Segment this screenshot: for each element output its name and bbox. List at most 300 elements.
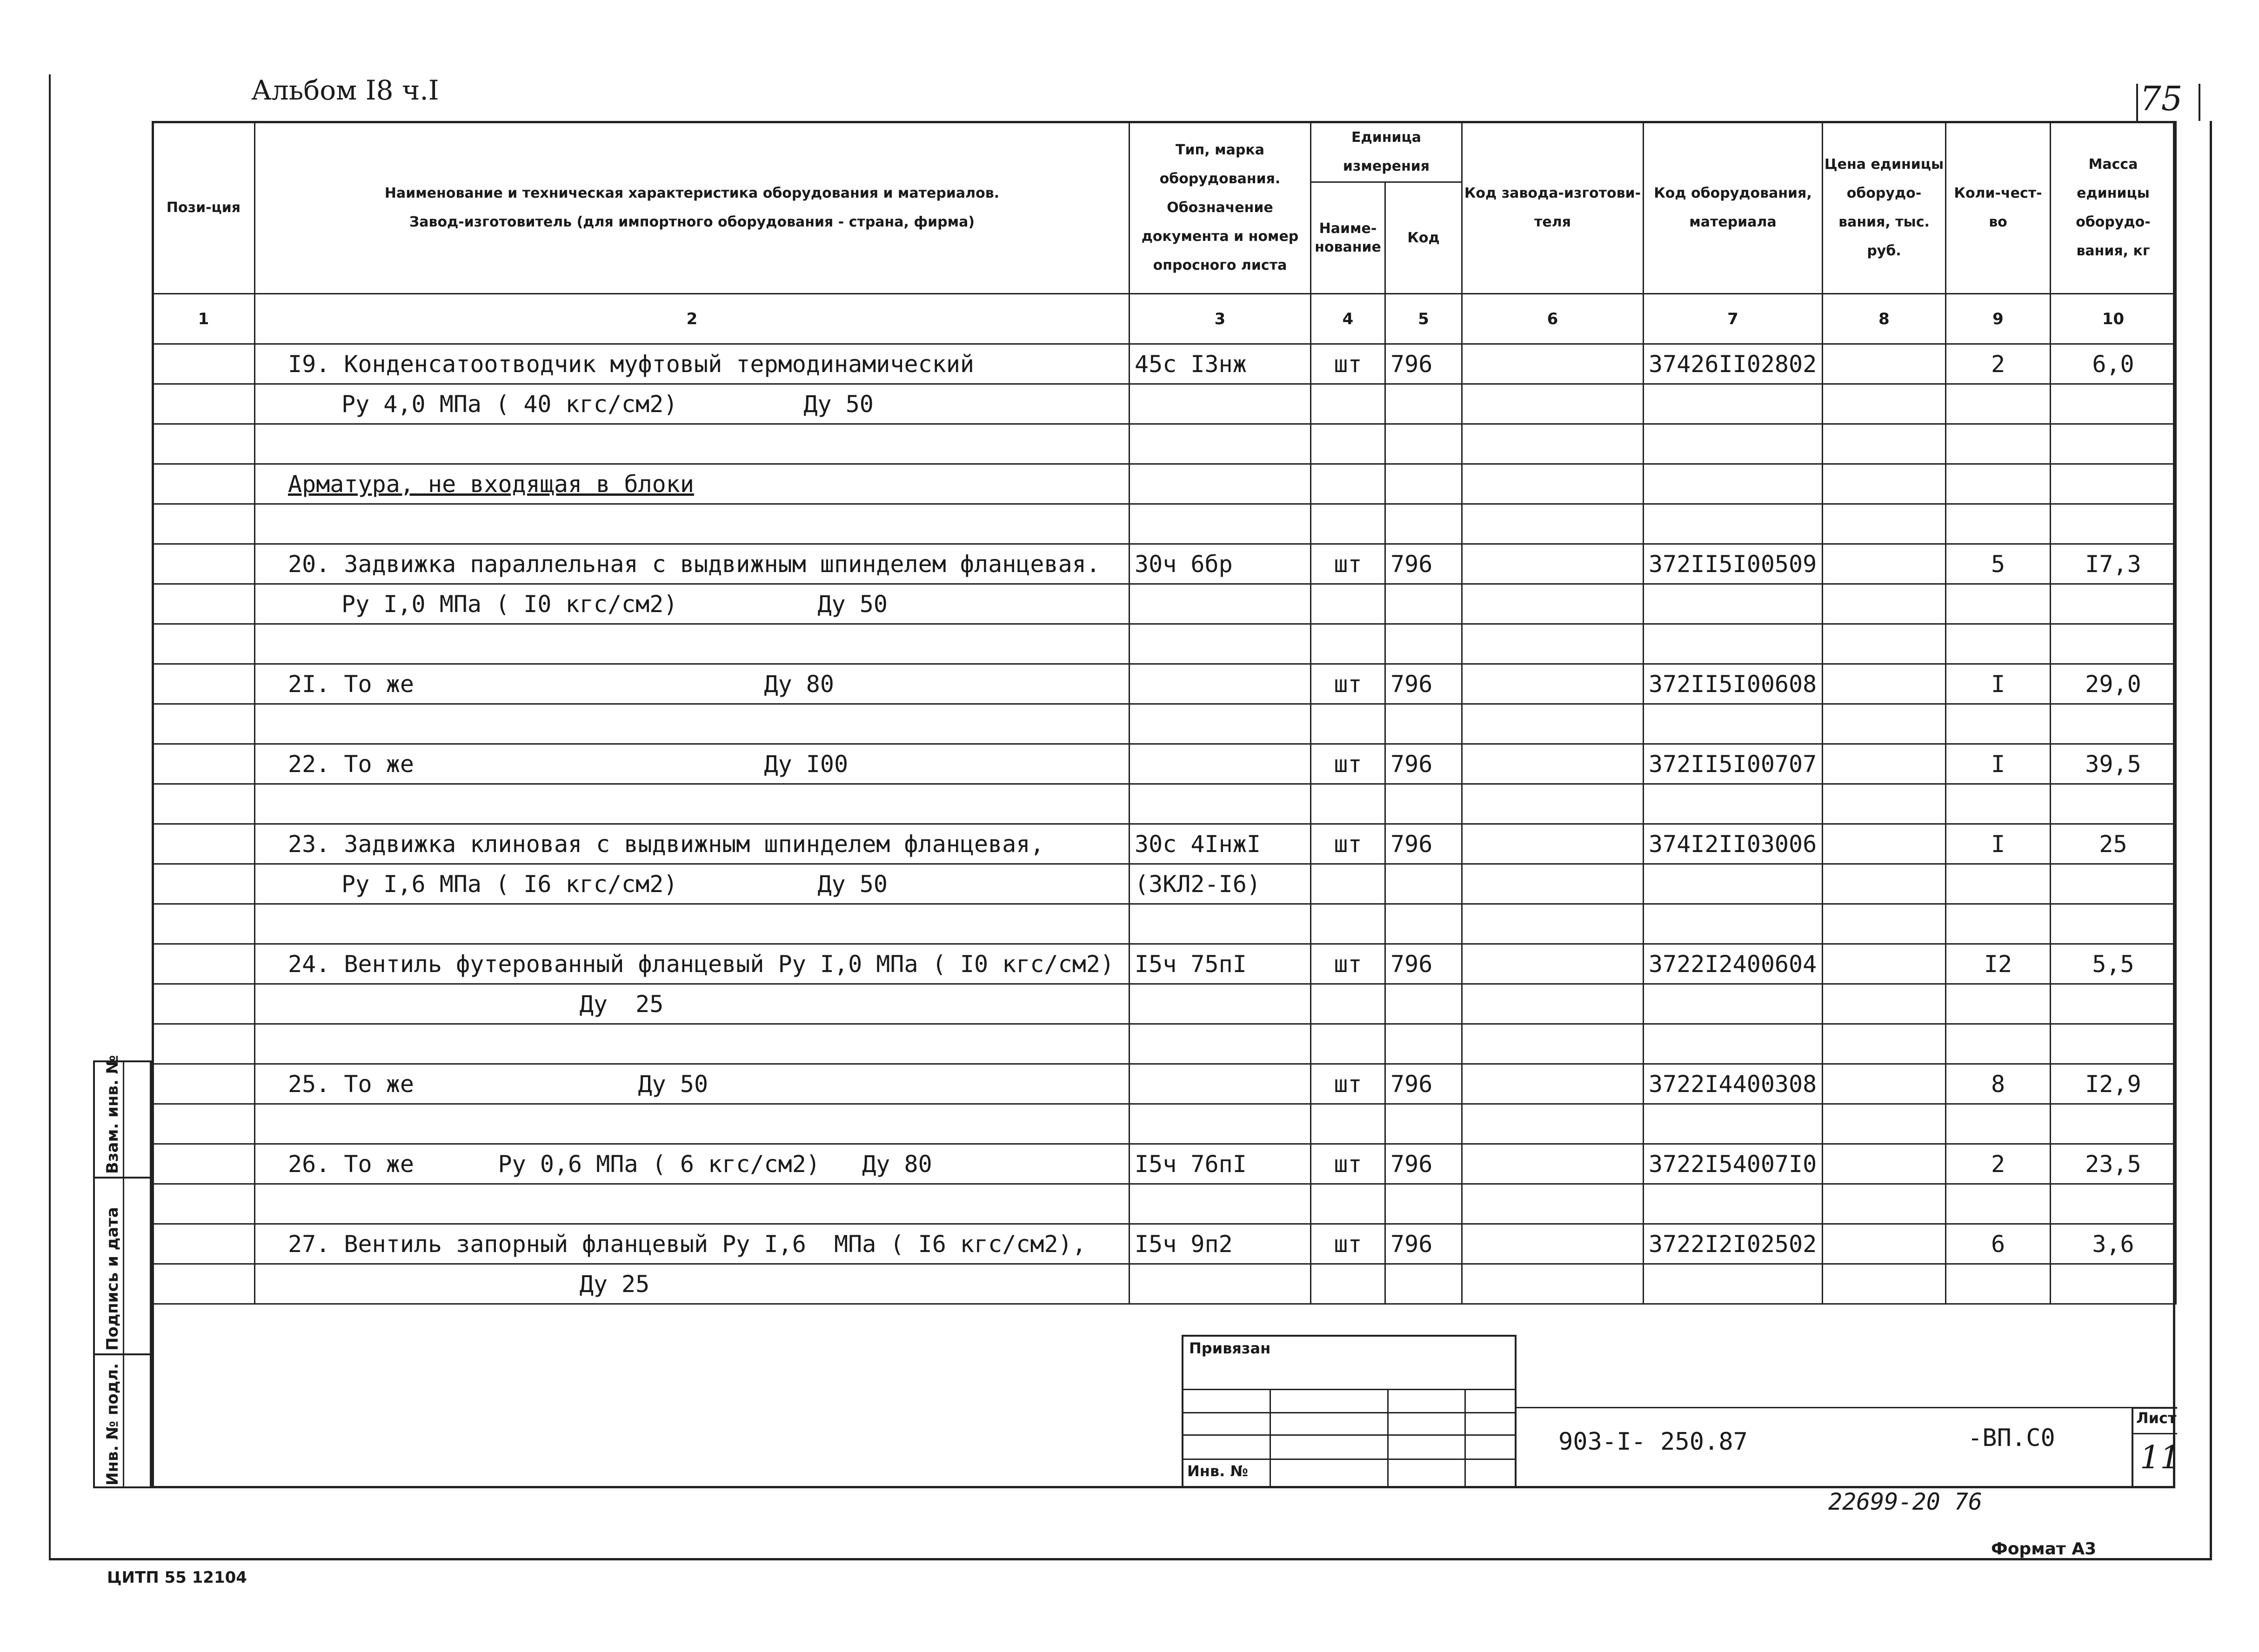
unit-code-cell [1385,464,1462,504]
stamp-vline [1387,1389,1389,1486]
name-cell [255,704,1130,744]
qty-cell: 2 [1946,344,2051,384]
mass-cell: 29,0 [2051,664,2176,704]
equip-code-cell [1644,424,1823,464]
mass-cell [2051,504,2176,544]
price-cell [1823,384,1946,424]
factory-code-cell [1462,984,1644,1024]
header-qty: Коли-чест-во [1946,122,2051,294]
mass-cell: I7,3 [2051,544,2176,584]
equip-code-cell [1644,384,1823,424]
table-row [153,384,2176,424]
factory-code-cell [1462,624,1644,664]
mass-cell [2051,864,2176,904]
name-cell: 26. То же Ру 0,6 МПа ( 6 кгс/см2) Ду 80 [255,1144,1130,1184]
qty-cell: I [1946,664,2051,704]
unit-code-cell: 796 [1385,544,1462,584]
factory-code-cell [1462,544,1644,584]
equip-code-cell [1644,624,1823,664]
name-cell: Ру 4,0 МПа ( 40 кгс/см2) Ду 50 [255,384,1130,424]
factory-code-cell [1462,784,1644,824]
qty-cell: I [1946,744,2051,784]
equip-code-cell: 3722I54007I0 [1644,1144,1823,1184]
equip-code-cell [1644,984,1823,1024]
position-cell [153,344,255,384]
header-factory-code: Код завода-изготови-теля [1462,122,1644,294]
type-cell [1130,664,1311,704]
side-inv-orig: Инв. № подл. [103,1363,122,1485]
position-cell [153,424,255,464]
position-cell [153,1144,255,1184]
document-suffix: -ВП.С0 [1968,1424,2055,1452]
equip-code-cell: 372II5I00608 [1644,664,1823,704]
position-cell [153,1064,255,1104]
position-cell [153,504,255,544]
sheet-box-divider [2133,1433,2177,1434]
type-cell: I5ч 75пI [1130,944,1311,984]
unit-cell [1311,864,1385,904]
factory-code-cell [1462,584,1644,624]
equip-code-cell: 372II5I00509 [1644,544,1823,584]
title-block-top-line [1517,1407,2175,1408]
table-row [153,944,2176,984]
table-row [153,664,2176,704]
inv-label: Инв. № [1187,1462,1248,1480]
name-cell: Ру I,6 МПа ( I6 кгс/см2) Ду 50 [255,864,1130,904]
qty-cell [1946,704,2051,744]
equip-code-cell: 3722I4400308 [1644,1064,1823,1104]
mass-cell: 6,0 [2051,344,2176,384]
type-cell [1130,1024,1311,1064]
position-cell [153,744,255,784]
unit-code-cell [1385,1024,1462,1064]
type-cell [1130,984,1311,1024]
inventory-number: 22699-20 76 [1828,1488,1983,1515]
price-cell [1823,704,1946,744]
qty-cell [1946,1024,2051,1064]
qty-cell [1946,864,2051,904]
table-row [153,424,2176,464]
table-row [153,624,2176,664]
qty-cell [1946,904,2051,944]
factory-code-cell [1462,1224,1644,1264]
qty-cell [1946,1184,2051,1224]
name-cell: Ду 25 [255,1264,1130,1304]
bound-label: Привязан [1189,1339,1271,1357]
table-row [153,1024,2176,1064]
header-mass: Масса единицы оборудо-вания, кг [2051,122,2176,294]
col-num: 7 [1644,294,1823,344]
unit-cell: шт [1311,1144,1385,1184]
factory-code-cell [1462,1144,1644,1184]
table-row [153,1064,2176,1104]
header-unit-name: Наиме-нование [1311,182,1385,294]
qty-cell: I2 [1946,944,2051,984]
equip-code-cell [1644,704,1823,744]
factory-code-cell [1462,1264,1644,1304]
factory-code-cell [1462,504,1644,544]
position-cell [153,784,255,824]
format-label: Формат А3 [1991,1539,2097,1559]
price-cell [1823,424,1946,464]
position-cell [153,704,255,744]
type-cell [1130,464,1311,504]
unit-code-cell: 796 [1385,944,1462,984]
name-cell: Арматура, не входящая в блоки [255,464,1130,504]
mass-cell [2051,1184,2176,1224]
type-cell [1130,384,1311,424]
position-cell [153,1224,255,1264]
header-type: Тип, марка оборудования. Обозначение документа и номер опросного листа [1130,122,1311,294]
factory-code-cell [1462,664,1644,704]
qty-cell [1946,424,2051,464]
table-row [153,1224,2176,1264]
price-cell [1823,984,1946,1024]
side-sign-date: Подпись и дата [103,1207,122,1351]
mass-cell: 5,5 [2051,944,2176,984]
table-row [153,504,2176,544]
qty-cell: 5 [1946,544,2051,584]
type-cell [1130,424,1311,464]
type-cell: 45с I3нж [1130,344,1311,384]
price-cell [1823,824,1946,864]
qty-cell [1946,784,2051,824]
mass-cell [2051,1104,2176,1144]
album-label: Альбом I8 ч.I [251,74,439,106]
name-cell: I9. Конденсатоотводчик муфтовый термодинамический [255,344,1130,384]
col-num: 1 [153,294,255,344]
type-cell: 30ч 6бр [1130,544,1311,584]
table-row [153,344,2176,384]
position-cell [153,1184,255,1224]
equip-code-cell [1644,1024,1823,1064]
qty-cell [1946,384,2051,424]
price-cell [1823,1264,1946,1304]
sheet-number: 11 [2140,1439,2180,1476]
table-row [153,1104,2176,1144]
header-name-line2: Завод-изготовитель (для импортного оборудования - страна, фирма) [409,213,975,230]
position-cell [153,1104,255,1144]
name-cell [255,424,1130,464]
mass-cell [2051,1264,2176,1304]
name-cell: 20. Задвижка параллельная с выдвижным шпинделем фланцевая. [255,544,1130,584]
type-cell [1130,784,1311,824]
side-stamp [93,1055,152,1488]
unit-cell: шт [1311,1224,1385,1264]
unit-cell [1311,1184,1385,1224]
name-cell [255,904,1130,944]
factory-code-cell [1462,1024,1644,1064]
price-cell [1823,864,1946,904]
qty-cell [1946,984,2051,1024]
table-row [153,464,2176,504]
name-cell: 25. То же Ду 50 [255,1064,1130,1104]
col-num: 4 [1311,294,1385,344]
factory-code-cell [1462,464,1644,504]
unit-cell [1311,704,1385,744]
unit-code-cell [1385,704,1462,744]
position-cell [153,384,255,424]
unit-code-cell [1385,584,1462,624]
type-cell [1130,1064,1311,1104]
binding-stamp [1182,1335,1517,1488]
col-num: 6 [1462,294,1644,344]
factory-code-cell [1462,384,1644,424]
price-cell [1823,1104,1946,1144]
name-cell [255,1104,1130,1144]
table-row [153,1264,2176,1304]
unit-cell [1311,504,1385,544]
unit-code-cell: 796 [1385,664,1462,704]
equip-code-cell [1644,464,1823,504]
position-cell [153,544,255,584]
col-num: 2 [255,294,1130,344]
equip-code-cell: 372II5I00707 [1644,744,1823,784]
mass-cell [2051,384,2176,424]
qty-cell: I [1946,824,2051,864]
unit-cell [1311,1104,1385,1144]
unit-cell [1311,784,1385,824]
unit-code-cell: 796 [1385,344,1462,384]
type-cell [1130,1104,1311,1144]
factory-code-cell [1462,744,1644,784]
equip-code-cell: 3722I2400604 [1644,944,1823,984]
qty-cell [1946,504,2051,544]
name-cell [255,1184,1130,1224]
unit-cell [1311,624,1385,664]
unit-cell: шт [1311,344,1385,384]
equip-code-cell [1644,504,1823,544]
table-row [153,784,2176,824]
header-equip-code: Код оборудования, материала [1644,122,1823,294]
header-price: Цена единицы оборудо-вания, тыс. руб. [1823,122,1946,294]
unit-cell [1311,1264,1385,1304]
qty-cell [1946,584,2051,624]
side-divider [123,1062,124,1486]
position-cell [153,944,255,984]
sheet-label: Лист [2136,1409,2177,1427]
mass-cell [2051,424,2176,464]
position-cell [153,624,255,664]
unit-code-cell [1385,984,1462,1024]
price-cell [1823,784,1946,824]
qty-cell [1946,464,2051,504]
type-cell: I5ч 76пI [1130,1144,1311,1184]
price-cell [1823,1224,1946,1264]
header-unit-code: Код [1385,182,1462,294]
unit-cell: шт [1311,664,1385,704]
frame-right-line [2210,121,2212,1560]
type-cell [1130,744,1311,784]
price-cell [1823,1024,1946,1064]
qty-cell: 2 [1946,1144,2051,1184]
unit-cell [1311,464,1385,504]
citp-label: ЦИТП 55 12104 [107,1568,247,1587]
unit-cell: шт [1311,544,1385,584]
unit-cell: шт [1311,744,1385,784]
type-cell [1130,1184,1311,1224]
name-cell [255,1024,1130,1064]
mass-cell [2051,1024,2176,1064]
factory-code-cell [1462,344,1644,384]
unit-code-cell [1385,424,1462,464]
position-cell [153,584,255,624]
unit-cell [1311,584,1385,624]
unit-cell [1311,904,1385,944]
price-cell [1823,624,1946,664]
unit-code-cell [1385,1104,1462,1144]
type-cell: (ЗКЛ2-I6) [1130,864,1311,904]
unit-code-cell: 796 [1385,1064,1462,1104]
factory-code-cell [1462,1104,1644,1144]
factory-code-cell [1462,424,1644,464]
price-cell [1823,664,1946,704]
table-row [153,1144,2176,1184]
mass-cell: 39,5 [2051,744,2176,784]
mass-cell [2051,464,2176,504]
table-row [153,744,2176,784]
name-cell [255,624,1130,664]
mass-cell [2051,984,2176,1024]
price-cell [1823,544,1946,584]
name-cell: 23. Задвижка клиновая с выдвижным шпинделем фланцевая, [255,824,1130,864]
type-cell [1130,504,1311,544]
mass-cell [2051,584,2176,624]
table-row [153,824,2176,864]
factory-code-cell [1462,1184,1644,1224]
position-cell [153,1024,255,1064]
header-name [255,122,1130,294]
document-code: 903-I- 250.87 [1558,1428,1748,1456]
mass-cell [2051,904,2176,944]
unit-cell: шт [1311,944,1385,984]
type-cell [1130,584,1311,624]
stamp-vline [1270,1389,1271,1486]
qty-cell: 8 [1946,1064,2051,1104]
factory-code-cell [1462,864,1644,904]
table-row [153,904,2176,944]
type-cell [1130,904,1311,944]
unit-cell [1311,984,1385,1024]
name-cell: 27. Вентиль запорный фланцевый Ру I,6 МПа ( I6 кгс/см2), [255,1224,1130,1264]
position-cell [153,864,255,904]
equip-code-cell [1644,864,1823,904]
header-name-line1: Наименование и техническая характеристика оборудования и материалов. [384,185,1000,201]
unit-cell [1311,384,1385,424]
unit-code-cell: 796 [1385,1224,1462,1264]
type-cell: 30с 4IнжI [1130,824,1311,864]
factory-code-cell [1462,824,1644,864]
price-cell [1823,1144,1946,1184]
equip-code-cell: 374I2II03006 [1644,824,1823,864]
position-cell [153,664,255,704]
unit-code-cell: 796 [1385,824,1462,864]
mass-cell: 23,5 [2051,1144,2176,1184]
table-row [153,984,2176,1024]
factory-code-cell [1462,1064,1644,1104]
price-cell [1823,344,1946,384]
position-cell [153,984,255,1024]
equip-code-cell [1644,1184,1823,1224]
factory-code-cell [1462,944,1644,984]
unit-cell [1311,1024,1385,1064]
name-cell: Ду 25 [255,984,1130,1024]
factory-code-cell [1462,704,1644,744]
type-cell [1130,624,1311,664]
unit-code-cell [1385,624,1462,664]
table-row [153,704,2176,744]
qty-cell: 6 [1946,1224,2051,1264]
price-cell [1823,1184,1946,1224]
table-row [153,584,2176,624]
position-cell [153,904,255,944]
unit-code-cell [1385,864,1462,904]
price-cell [1823,1064,1946,1104]
qty-cell [1946,1264,2051,1304]
header-position: Пози-ция [153,122,255,294]
mass-cell [2051,704,2176,744]
unit-cell: шт [1311,824,1385,864]
col-num: 9 [1946,294,2051,344]
frame-bottom-line [49,1558,2212,1560]
page-mark: 75 [2140,79,2183,118]
equip-code-cell [1644,904,1823,944]
col-num: 3 [1130,294,1311,344]
position-cell [153,824,255,864]
name-cell: Ру I,0 МПа ( I0 кгс/см2) Ду 50 [255,584,1130,624]
name-cell [255,504,1130,544]
equip-code-cell: 3722I2I02502 [1644,1224,1823,1264]
equip-code-cell [1644,784,1823,824]
table-row [153,1184,2176,1224]
frame-left-line [49,74,51,1558]
col-num: 10 [2051,294,2176,344]
unit-cell: шт [1311,1064,1385,1104]
mass-cell: 25 [2051,824,2176,864]
name-cell: 2I. То же Ду 80 [255,664,1130,704]
column-number-row [153,294,2176,344]
unit-code-cell [1385,784,1462,824]
type-cell [1130,704,1311,744]
unit-code-cell [1385,384,1462,424]
unit-code-cell: 796 [1385,744,1462,784]
price-cell [1823,944,1946,984]
name-cell [255,784,1130,824]
position-cell [153,1264,255,1304]
qty-cell [1946,1104,2051,1144]
price-cell [1823,584,1946,624]
unit-code-cell: 796 [1385,1144,1462,1184]
unit-code-cell [1385,904,1462,944]
type-cell: I5ч 9п2 [1130,1224,1311,1264]
header-unit-group: Единица измерения [1311,122,1462,182]
unit-code-cell [1385,1184,1462,1224]
mass-cell [2051,784,2176,824]
position-cell [153,464,255,504]
unit-cell [1311,424,1385,464]
name-cell: 22. То же Ду I00 [255,744,1130,784]
factory-code-cell [1462,904,1644,944]
equip-code-cell [1644,1264,1823,1304]
equip-code-cell [1644,1104,1823,1144]
mass-cell [2051,624,2176,664]
price-cell [1823,744,1946,784]
col-num: 8 [1823,294,1946,344]
unit-code-cell [1385,1264,1462,1304]
equip-code-cell: 37426II02802 [1644,344,1823,384]
qty-cell [1946,624,2051,664]
mass-cell: I2,9 [2051,1064,2176,1104]
